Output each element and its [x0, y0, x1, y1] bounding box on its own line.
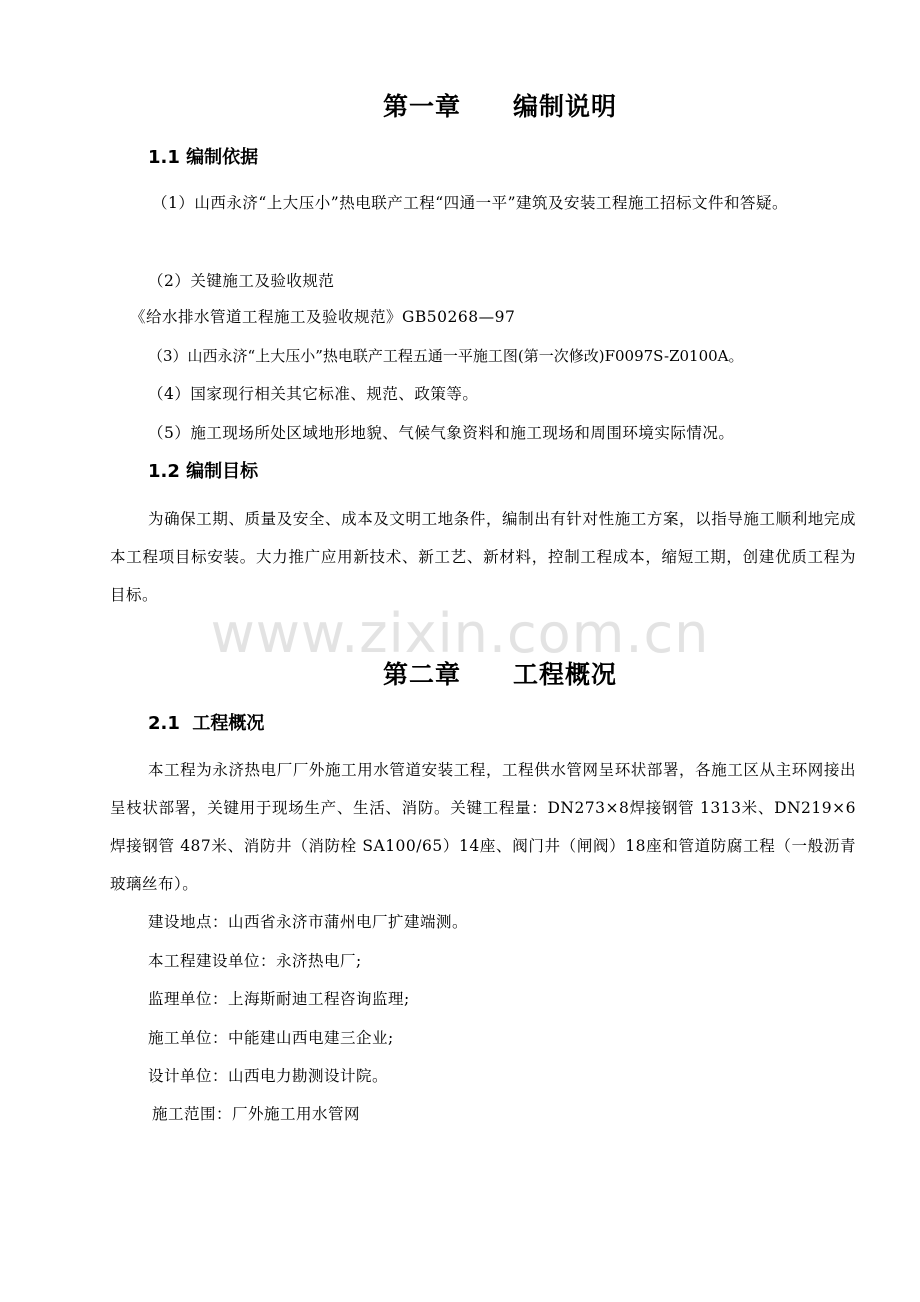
owner-unit: 本工程建设单位：永济热电厂; [148, 952, 362, 970]
overview-paragraph: 本工程为永济热电厂厂外施工用水管道安装工程，工程供水管网呈环状部署，各施工区从主环网接出呈枝状部署，关键用于现场生产、生活、消防。关键工程量：DN273×8焊接钢管 1313米、DN219×6焊接钢管 487米、消防井（消防栓 SA100/65）14座、阀门井（闸阀）18座和管道防腐工程（一般沥青玻璃丝布）。 [110, 761, 856, 893]
construction-unit: 施工单位：中能建山西电建三企业; [148, 1029, 394, 1047]
chapter-2-title: 第二章 工程概况 [382, 660, 617, 689]
basis-item-3: （3）山西永济“上大压小”热电联产工程五通一平施工图(第一次修改)F0097S-Z0100A。 [148, 347, 744, 365]
construction-location: 建设地点：山西省永济市蒲州电厂扩建端测。 [148, 913, 469, 931]
section-2-1-heading: 2.1 工程概况 [148, 713, 265, 734]
basis-item-2-spec: 《给水排水管道工程施工及验收规范》GB50268—97 [130, 308, 516, 326]
supervision-unit: 监理单位：上海斯耐迪工程咨询监理; [148, 990, 410, 1008]
chapter-1-title: 第一章 编制说明 [382, 92, 617, 121]
section-1-1-heading: 1.1 编制依据 [148, 147, 259, 168]
objective-paragraph: 为确保工期、质量及安全、成本及文明工地条件，编制出有针对性施工方案，以指导施工顺利地完成本工程项目标安装。大力推广应用新技术、新工艺、新材料，控制工程成本，缩短工期，创建优质工程为目标。 [110, 510, 856, 604]
design-unit: 设计单位：山西电力勘测设计院。 [148, 1067, 389, 1085]
basis-item-5: （5）施工现场所处区域地形地貌、气候气象资料和施工现场和周围环境实际情况。 [148, 424, 735, 442]
basis-item-1: （1）山西永济“上大压小”热电联产工程“四通一平”建筑及安装工程施工招标文件和答疑。 [152, 194, 789, 212]
basis-item-4: （4）国家现行相关其它标准、规范、政策等。 [148, 385, 479, 403]
section-1-2-heading: 1.2 编制目标 [148, 461, 259, 482]
basis-item-2: （2）关键施工及验收规范 [148, 272, 335, 290]
watermark: www.zixin.com.cn [210, 602, 710, 665]
construction-scope: 施工范围：厂外施工用水管网 [152, 1105, 361, 1123]
